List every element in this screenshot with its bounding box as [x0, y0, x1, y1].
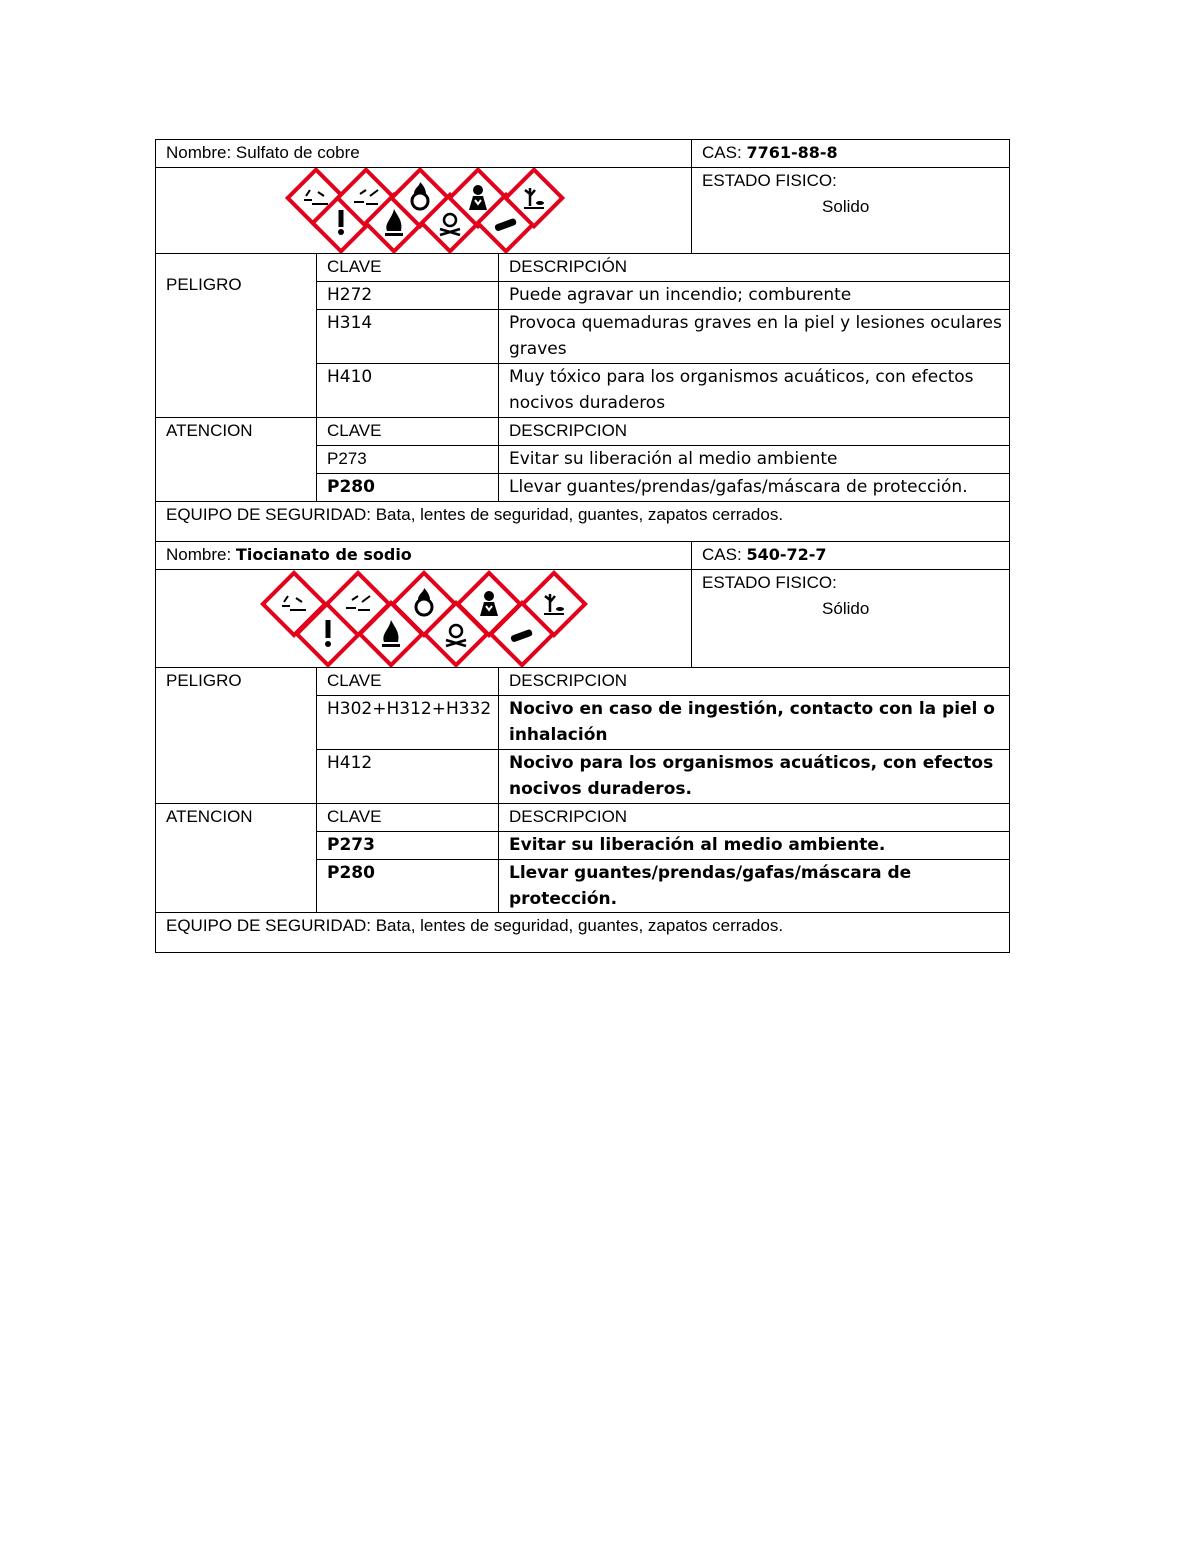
- estado-label: ESTADO FISICO:: [702, 171, 837, 190]
- ghs-pictograms: [156, 168, 692, 254]
- precaution-description: Llevar guantes/prendas/gafas/máscara de protección.: [499, 474, 1010, 502]
- pictogram-cell: [156, 570, 692, 668]
- pictogram-cell: [156, 168, 692, 254]
- cas-cell: [692, 140, 1010, 168]
- equipo-value: Bata, lentes de seguridad, guantes, zapatos cerrados.: [375, 505, 784, 524]
- precaution-code: P280: [317, 860, 499, 913]
- cas-label: CAS:: [702, 545, 742, 564]
- descripcion-header: DESCRIPCION: [499, 418, 1010, 446]
- nombre-cell: [156, 140, 692, 168]
- cas-value: 7761-88-8: [746, 143, 838, 162]
- hazard-code: H314: [317, 310, 499, 364]
- precaution-code: P273: [317, 446, 499, 474]
- equipo-value: Bata, lentes de seguridad, guantes, zapatos cerrados.: [375, 916, 784, 935]
- clave-header: CLAVE: [317, 254, 499, 282]
- equipo-cell: [156, 502, 1010, 542]
- ghs-pictograms: [156, 570, 692, 668]
- precaution-description: Evitar su liberación al medio ambiente: [499, 446, 1010, 474]
- atencion-label: ATENCION: [156, 804, 317, 913]
- nombre-label: Nombre:: [166, 545, 232, 564]
- atencion-label: ATENCION: [156, 418, 317, 502]
- hazard-description: Muy tóxico para los organismos acuáticos, con efectos nocivos duraderos: [499, 364, 1010, 418]
- clave-header: CLAVE: [317, 418, 499, 446]
- estado-value: Sólido: [822, 599, 870, 618]
- cas-value: 540-72-7: [746, 545, 827, 564]
- estado-value: Solido: [822, 197, 870, 216]
- descripcion-header: DESCRIPCION: [499, 668, 1010, 696]
- precaution-description: Evitar su liberación al medio ambiente.: [499, 832, 1010, 860]
- clave-header: CLAVE: [317, 804, 499, 832]
- peligro-label: PELIGRO: [156, 668, 317, 804]
- hazard-description: Provoca quemaduras graves en la piel y lesiones oculares graves: [499, 310, 1010, 364]
- nombre-cell: [156, 542, 692, 570]
- safety-sheet: [155, 139, 1009, 953]
- precaution-code: P280: [317, 474, 499, 502]
- cas-label: CAS:: [702, 143, 742, 162]
- equipo-cell: [156, 913, 1010, 953]
- descripcion-header: DESCRIPCION: [499, 804, 1010, 832]
- hazard-description: Nocivo para los organismos acuáticos, con efectos nocivos duraderos.: [499, 750, 1010, 804]
- hazard-description: Puede agravar un incendio; comburente: [499, 282, 1010, 310]
- estado-cell: [692, 570, 1010, 668]
- peligro-label: PELIGRO: [156, 254, 317, 418]
- cas-cell: [692, 542, 1010, 570]
- hazard-code: H412: [317, 750, 499, 804]
- hazard-code: H302+H312+H332: [317, 696, 499, 750]
- nombre-label: Nombre:: [166, 143, 232, 162]
- nombre-value: Sulfato de cobre: [235, 143, 360, 162]
- estado-cell: [692, 168, 1010, 254]
- nombre-value: Tiocianato de sodio: [235, 545, 412, 564]
- equipo-label: EQUIPO DE SEGURIDAD:: [166, 916, 371, 935]
- precaution-code: P273: [317, 832, 499, 860]
- chemical-card-sulfato: [155, 139, 1010, 953]
- descripcion-header: DESCRIPCIÓN: [499, 254, 1010, 282]
- hazard-code: H410: [317, 364, 499, 418]
- hazard-code: H272: [317, 282, 499, 310]
- clave-header: CLAVE: [317, 668, 499, 696]
- hazard-description: Nocivo en caso de ingestión, contacto con la piel o inhalación: [499, 696, 1010, 750]
- precaution-description: Llevar guantes/prendas/gafas/máscara de protección.: [499, 860, 1010, 913]
- equipo-label: EQUIPO DE SEGURIDAD:: [166, 505, 371, 524]
- estado-label: ESTADO FISICO:: [702, 573, 837, 592]
